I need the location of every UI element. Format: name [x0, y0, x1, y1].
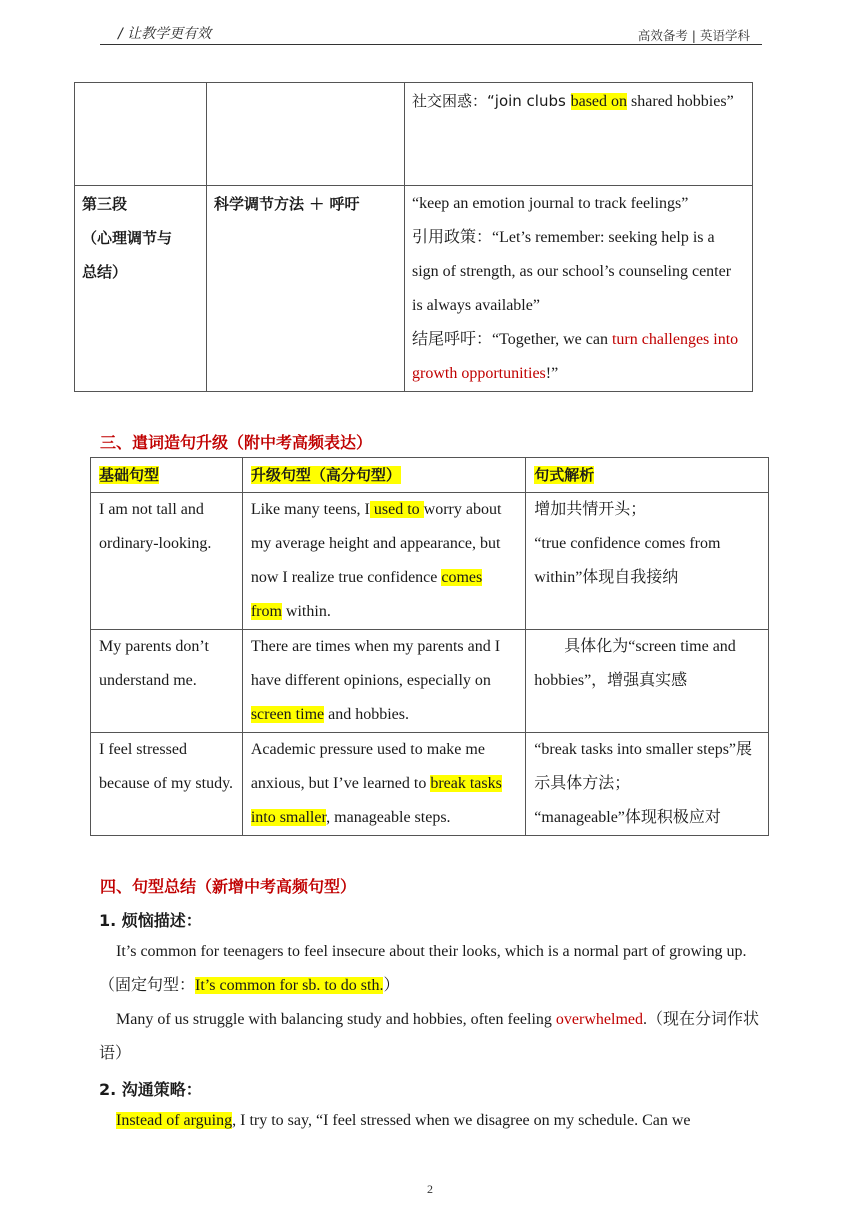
paragraph-text: ）	[383, 977, 400, 994]
paragraph-text: , I try to say, “I feel stressed when we disagree on my schedule. Can we	[232, 1112, 691, 1129]
cell-text: Academic pressure used to make me anxious, but I’ve learned to	[250, 741, 485, 792]
red-phrase: turn challenges into growth opportunities	[412, 331, 739, 382]
example-paragraph	[99, 1104, 769, 1138]
table-cell: I feel stressed because of my study.	[91, 733, 243, 836]
column-header	[526, 458, 769, 493]
table-row	[91, 733, 769, 836]
section-title: 四、句型总结（新增中考高频句型）	[100, 877, 357, 896]
cell-text: 增加共情开头；	[534, 501, 647, 518]
table-cell: My parents don’t understand me.	[91, 630, 243, 733]
highlighted-phrase: screen time	[250, 706, 325, 723]
cell-text: , manageable steps.	[326, 809, 451, 826]
example-paragraph	[99, 935, 769, 1003]
table-row	[75, 186, 753, 392]
cell-text: “true confidence comes from within”体现自我接纳	[534, 535, 721, 586]
cell-text: 结尾呼吁：“Together, we can	[412, 331, 612, 348]
table-cell	[242, 733, 525, 836]
column-header	[91, 458, 243, 493]
header-slogan: / 让教学更有效	[118, 26, 212, 42]
column-header-text: 升级句型（高分句型）	[250, 466, 401, 484]
highlighted-phrase: based on	[570, 93, 628, 110]
section-title: 三、遣词造句升级（附中考高频表达）	[100, 433, 373, 452]
header-subject: 高效备考 | 英语学科	[637, 28, 750, 43]
table-row	[91, 630, 769, 733]
cell-text	[412, 323, 745, 391]
table-cell: 科学调节方法 ＋ 呼吁	[207, 186, 405, 392]
highlighted-phrase: comes from	[250, 569, 483, 620]
cell-text: and hobbies.	[324, 706, 409, 723]
highlighted-phrase: used to	[369, 501, 424, 518]
red-phrase: overwhelmed	[555, 1011, 643, 1028]
table-header-row	[91, 458, 769, 493]
header-divider	[100, 44, 762, 45]
paragraph-text: It’s common for teenagers to feel insecure about their looks, which is a normal part of growing up.（固定句型：	[99, 943, 747, 994]
example-paragraph	[99, 1003, 769, 1071]
paragraph-label: （心理调节与	[82, 229, 173, 247]
table-cell	[526, 733, 769, 836]
subsection-title: 1. 烦恼描述：	[99, 911, 202, 930]
table-cell	[526, 493, 769, 630]
cell-text: worry about my average height and appearance, but now I realize true confidence	[250, 501, 502, 586]
column-header	[242, 458, 525, 493]
table-cell	[405, 186, 753, 392]
cell-text: 社交困惑：“join clubs	[412, 92, 571, 110]
cell-text: within.	[281, 603, 331, 620]
subsection-title: 2. 沟通策略：	[99, 1080, 202, 1099]
sentence-upgrade-table	[90, 457, 769, 836]
table-cell	[75, 186, 207, 392]
highlighted-phrase: It’s common for sb. to do sth.	[195, 977, 384, 994]
highlighted-phrase: Instead of arguing	[116, 1112, 233, 1129]
cell-text: !”	[545, 365, 559, 382]
cell-text: “break tasks into smaller steps”展示具体方法；	[534, 741, 753, 792]
table-cell	[207, 83, 405, 186]
table-cell	[242, 493, 525, 630]
paragraph-text: Many of us struggle with balancing study and hobbies, often feeling	[116, 1011, 556, 1028]
table-cell	[405, 83, 753, 186]
table-cell	[75, 83, 207, 186]
cell-text: 引用政策：“Let’s remember: seeking help is a sign of strength, as our school’s counseling center is always available”	[412, 229, 732, 314]
page-number: 2	[427, 1182, 433, 1196]
highlighted-phrase: break tasks into smaller	[250, 775, 502, 826]
table-row	[91, 493, 769, 630]
table-cell	[242, 630, 525, 733]
paragraph-label: 第三段	[82, 195, 128, 213]
outline-table	[74, 82, 753, 392]
cell-text: shared hobbies”	[627, 93, 734, 110]
cell-text: “manageable”体现积极应对	[534, 809, 721, 826]
cell-text: Like many teens, I	[250, 501, 370, 518]
table-row	[75, 83, 753, 186]
column-header-text: 句式解析	[534, 466, 595, 484]
cell-text: “keep an emotion journal to track feelings”	[412, 195, 689, 212]
paragraph-text: .（现在分词作状语）	[99, 1011, 760, 1062]
cell-text: There are times when my parents and I have different opinions, especially on	[250, 638, 501, 689]
column-header-text: 基础句型	[99, 466, 160, 484]
table-cell: 具体化为“screen time and hobbies”，增强真实感	[526, 630, 769, 733]
table-cell: I am not tall and ordinary-looking.	[91, 493, 243, 630]
paragraph-label: 总结）	[82, 263, 128, 281]
